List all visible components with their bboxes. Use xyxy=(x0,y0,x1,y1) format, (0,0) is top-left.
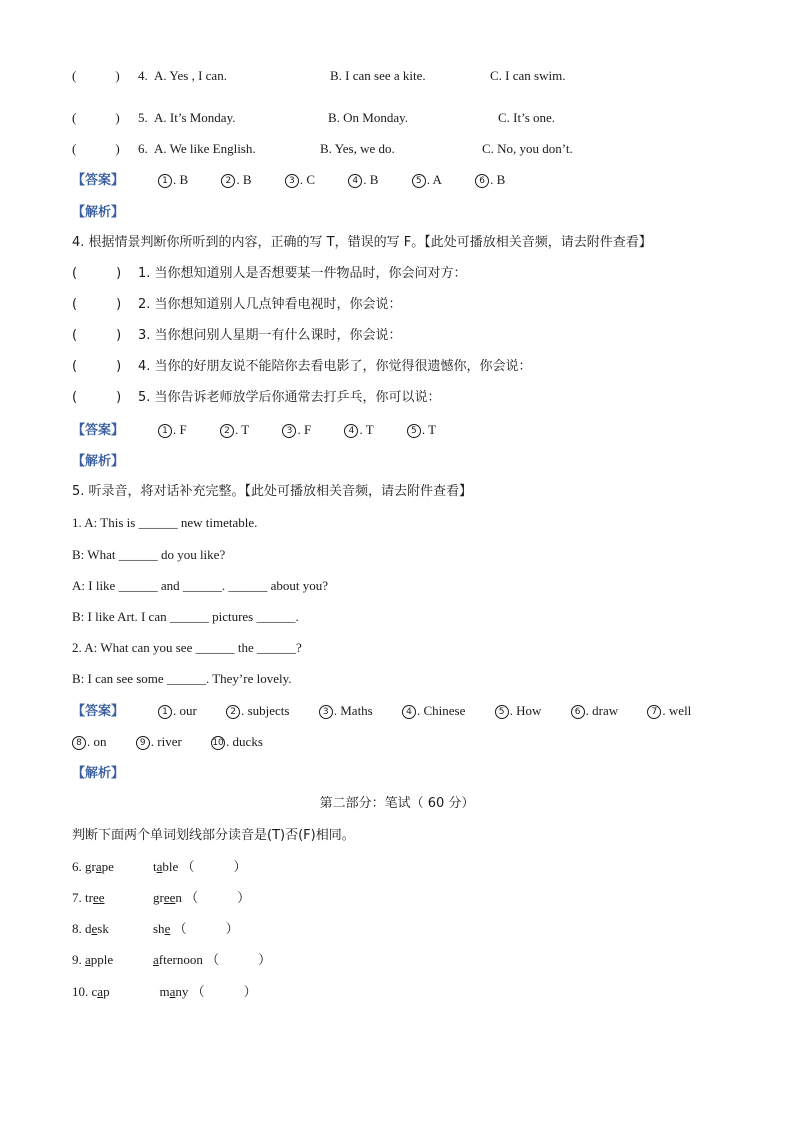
word-one xyxy=(85,919,153,939)
answer-value: . our xyxy=(173,703,197,718)
answer-value: . T xyxy=(421,422,437,437)
answer-value: . draw xyxy=(585,703,619,718)
dialogue-line: B: What ______ do you like? xyxy=(72,547,226,562)
word-one xyxy=(92,982,160,1002)
part-heading: 第二部分：笔试（ 60 分） xyxy=(319,796,475,811)
phonics-item xyxy=(72,982,257,1002)
word-part: fternoon xyxy=(158,952,203,967)
underlined-letters: ee xyxy=(163,890,176,905)
judge-item xyxy=(72,264,467,284)
word-one xyxy=(85,950,153,970)
answer-item xyxy=(158,701,197,721)
circled-number: 4 xyxy=(402,705,416,719)
part-instruction: 判断下面两个单词划线部分读音是(T)否(F)相同。 xyxy=(72,828,355,843)
answer-value: . Chinese xyxy=(416,703,466,718)
answer-item xyxy=(158,420,187,440)
answer-row-continued xyxy=(72,732,289,752)
underlined-letters: a xyxy=(156,859,163,874)
answer-value: . ducks xyxy=(226,734,263,749)
underlined-letters: e xyxy=(164,921,171,936)
analysis-label: 【解析】 xyxy=(72,766,125,781)
answer-item xyxy=(647,701,691,721)
analysis-row xyxy=(72,451,124,471)
answer-label: 【答案】 xyxy=(72,173,125,188)
item-text: 1. 当你想知道别人是否想要某一件物品时，你会问对方： xyxy=(138,266,467,281)
answer-value: . well xyxy=(662,703,692,718)
word-two xyxy=(160,984,189,999)
word-two xyxy=(153,890,182,905)
answer-value: . river xyxy=(150,734,182,749)
answer-item xyxy=(402,701,465,721)
option-c: C. I can swim. xyxy=(490,68,566,83)
judge-item xyxy=(72,388,441,408)
answer-row xyxy=(72,420,437,440)
answer-value: . How xyxy=(509,703,542,718)
answer-value: . B xyxy=(236,172,252,187)
answer-value: . subjects xyxy=(241,703,290,718)
answer-paren: （ ） xyxy=(206,952,272,967)
option-b: B. On Monday. xyxy=(328,110,409,125)
word-part: n xyxy=(175,890,182,905)
answer-paren: ( ) xyxy=(72,110,120,125)
word-part: pple xyxy=(90,952,114,967)
answer-item xyxy=(495,701,542,721)
option-b: B. I can see a kite. xyxy=(330,68,426,83)
answer-item xyxy=(319,701,373,721)
word-part: ble xyxy=(162,859,179,874)
circled-number: 3 xyxy=(282,424,296,438)
answer-value: . B xyxy=(490,172,506,187)
word-part: ny xyxy=(175,984,189,999)
answer-value: . A xyxy=(426,172,442,187)
answer-paren: ( ) xyxy=(72,328,122,343)
answer-row xyxy=(72,170,506,190)
circled-number: 8 xyxy=(72,736,86,750)
circled-number: 5 xyxy=(495,705,509,719)
answer-item xyxy=(412,170,442,190)
word-one xyxy=(85,857,153,877)
answer-label: 【答案】 xyxy=(72,423,125,438)
option-c: C. No, you don’t. xyxy=(482,141,573,156)
analysis-row xyxy=(72,202,124,222)
answer-paren: （ ） xyxy=(185,890,251,905)
underlined-letters: ee xyxy=(92,890,105,905)
answer-paren: ( ) xyxy=(72,359,122,374)
item-number: 6. xyxy=(72,859,82,874)
item-text: 3. 当你想问别人星期一有什么课时，你会说： xyxy=(138,328,402,343)
underlined-letters: a xyxy=(153,952,159,967)
circled-number: 2 xyxy=(226,705,240,719)
word-part: sk xyxy=(97,921,109,936)
circled-number: 7 xyxy=(647,705,661,719)
circled-number: 2 xyxy=(221,174,235,188)
word-part: sh xyxy=(153,921,165,936)
dialogue-line: B: I can see some ______. They’re lovely. xyxy=(72,671,292,686)
phonics-item xyxy=(72,857,247,877)
answer-value: . F xyxy=(173,422,187,437)
judge-item xyxy=(72,295,402,315)
answer-item xyxy=(407,420,436,440)
underlined-letters: a xyxy=(169,984,176,999)
question-row xyxy=(72,108,556,128)
option-c: C. It’s one. xyxy=(498,110,556,125)
answer-list xyxy=(158,701,717,721)
answer-value: . C xyxy=(299,172,316,187)
answer-label: 【答案】 xyxy=(72,704,125,719)
item-text: 5. 当你告诉老师放学后你通常去打乒乓，你可以说： xyxy=(138,390,441,405)
circled-number: 5 xyxy=(407,424,421,438)
option-a: A. Yes , I can. xyxy=(154,68,227,83)
word-two xyxy=(153,952,203,967)
answer-paren: （ ） xyxy=(191,984,257,999)
word-two xyxy=(153,859,178,874)
circled-number: 9 xyxy=(136,736,150,750)
dialogue-line: A: I like ______ and ______. ______ about you? xyxy=(72,578,328,593)
answer-value: . B xyxy=(173,172,189,187)
option-a: A. It’s Monday. xyxy=(154,110,236,125)
word-part: pe xyxy=(101,859,114,874)
item-text: 2. 当你想知道别人几点钟看电视时，你会说： xyxy=(138,297,402,312)
word-one xyxy=(85,888,153,908)
dialogue-line: 2. A: What can you see ______ the ______? xyxy=(72,640,302,655)
answer-item xyxy=(211,732,263,752)
option-b: B. Yes, we do. xyxy=(320,141,395,156)
answer-value: . on xyxy=(87,734,107,749)
phonics-item xyxy=(72,919,239,939)
question-row xyxy=(72,139,573,159)
answer-paren: ( ) xyxy=(72,266,122,281)
word-part: tr xyxy=(85,890,93,905)
underlined-letters: a xyxy=(85,952,91,967)
circled-number: 3 xyxy=(319,705,333,719)
circled-number: 1 xyxy=(158,705,172,719)
judge-item xyxy=(72,326,402,346)
circled-number: 4 xyxy=(344,424,358,438)
answer-paren: ( ) xyxy=(72,68,120,83)
answer-paren: ( ) xyxy=(72,297,122,312)
answer-list xyxy=(158,420,466,440)
answer-value: . B xyxy=(363,172,379,187)
word-part: d xyxy=(85,921,92,936)
underlined-letters: a xyxy=(97,984,104,999)
item-number: 10. xyxy=(72,984,89,999)
question-number: 6. xyxy=(138,141,148,156)
circled-number: 5 xyxy=(412,174,426,188)
question-number: 5. xyxy=(138,110,148,125)
answer-list xyxy=(158,170,535,190)
answer-value: . Maths xyxy=(333,703,373,718)
word-part: c xyxy=(91,984,98,999)
section-title: 4. 根据情景判断你所听到的内容，正确的写 T，错误的写 F。【此处可播放相关音频，请去附件查看】 xyxy=(72,235,652,250)
word-part: gr xyxy=(85,859,96,874)
answer-value: . T xyxy=(234,422,250,437)
analysis-label: 【解析】 xyxy=(72,205,125,220)
dialogue-line: B: I like Art. I can ______ pictures ______. xyxy=(72,609,299,624)
answer-item xyxy=(348,170,378,190)
answer-item xyxy=(136,732,182,752)
circled-number: 1 xyxy=(158,174,172,188)
answer-item xyxy=(221,170,251,190)
option-a: A. We like English. xyxy=(154,141,256,156)
circled-number: 4 xyxy=(348,174,362,188)
circled-number: 6 xyxy=(571,705,585,719)
answer-item xyxy=(158,170,188,190)
word-two xyxy=(153,921,170,936)
item-number: 9. xyxy=(72,952,82,967)
answer-item xyxy=(571,701,619,721)
answer-item xyxy=(226,701,289,721)
analysis-row xyxy=(72,763,124,783)
answer-value: . T xyxy=(359,422,374,437)
question-number: 4. xyxy=(138,68,148,83)
dialogue-line: 1. A: This is ______ new timetable. xyxy=(72,515,258,530)
circled-number: 10 xyxy=(212,738,224,748)
phonics-item xyxy=(72,950,271,970)
answer-row xyxy=(72,701,692,721)
answer-paren: （ ） xyxy=(173,921,239,936)
answer-item xyxy=(220,420,249,440)
answer-paren: ( ) xyxy=(72,141,120,156)
question-row xyxy=(72,66,566,86)
answer-item xyxy=(285,170,315,190)
word-part: p xyxy=(103,984,110,999)
circled-number: 2 xyxy=(220,424,234,438)
answer-paren: （ ） xyxy=(181,859,247,874)
word-part: t xyxy=(153,859,157,874)
answer-value: . F xyxy=(297,422,312,437)
answer-item xyxy=(282,420,311,440)
underlined-letters: e xyxy=(91,921,98,936)
circled-number: 6 xyxy=(475,174,489,188)
circled-number: 1 xyxy=(158,424,172,438)
answer-item xyxy=(475,170,505,190)
section-title: 5. 听录音，将对话补充完整。【此处可播放相关音频，请去附件查看】 xyxy=(72,484,473,499)
item-number: 8. xyxy=(72,921,82,936)
answer-item xyxy=(72,732,107,752)
underlined-letters: a xyxy=(95,859,102,874)
word-part: gr xyxy=(153,890,164,905)
word-part: m xyxy=(159,984,170,999)
phonics-item xyxy=(72,888,250,908)
item-text: 4. 当你的好朋友说不能陪你去看电影了，你觉得很遗憾你，你会说： xyxy=(138,359,532,374)
judge-item xyxy=(72,357,532,377)
answer-item xyxy=(344,420,373,440)
answer-paren: ( ) xyxy=(72,390,122,405)
circled-number: 3 xyxy=(285,174,299,188)
analysis-label: 【解析】 xyxy=(72,454,125,469)
item-number: 7. xyxy=(72,890,82,905)
